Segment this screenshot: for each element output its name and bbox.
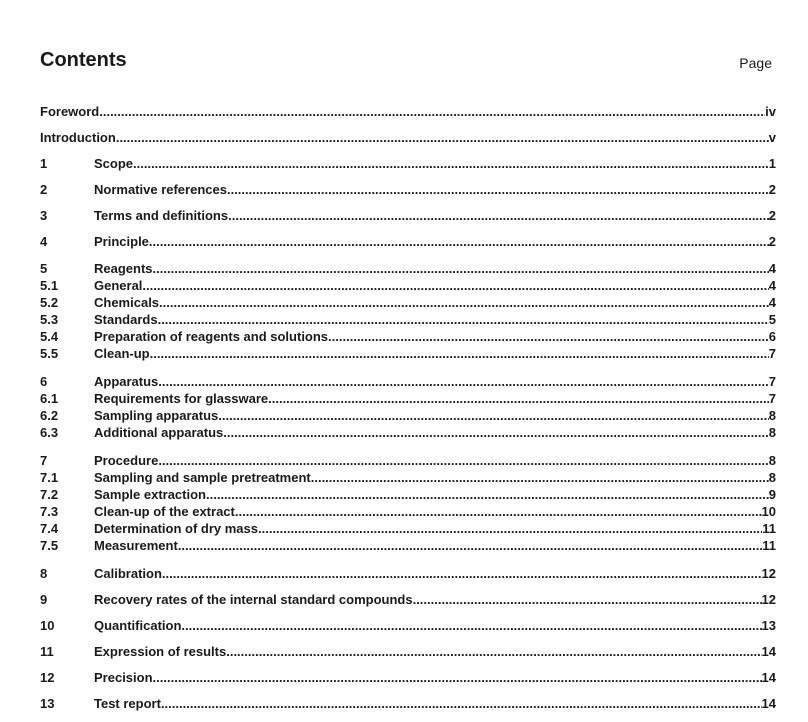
toc-title: Normative references [94,182,227,197]
toc-page: 13 [761,618,776,633]
toc-entry[interactable] [40,373,776,390]
toc-leader [235,503,762,520]
toc-number: 7.2 [40,487,59,502]
toc-page: 8 [768,470,776,485]
toc-entry[interactable] [40,452,776,469]
toc-number: 9 [40,592,48,607]
toc-page: v [768,130,776,145]
toc-page: 10 [761,504,776,519]
toc-page: 7 [768,374,776,389]
toc-title: Reagents [94,261,153,276]
toc-title: Precision [94,670,153,685]
toc-page: 6 [768,329,776,344]
toc-page: 12 [761,592,776,607]
toc-number: 1 [40,156,48,171]
toc-title: Standards [94,312,158,327]
toc-entry[interactable] [40,345,776,362]
toc-page: 8 [768,453,776,468]
toc-number: 3 [40,208,48,223]
toc-entry[interactable] [40,669,776,686]
toc-title: Expression of results [94,644,227,659]
toc-page: 7 [768,391,776,406]
toc-number: 12 [40,670,55,685]
toc-leader [159,294,769,311]
toc-entry[interactable] [40,328,776,345]
toc-entry[interactable] [40,520,776,537]
toc-leader [116,129,769,146]
toc-leader [218,407,769,424]
toc-page: 8 [768,425,776,440]
toc-title: Measurement [94,538,178,553]
toc-entry[interactable] [40,503,776,520]
toc-number: 11 [40,644,54,659]
page-title: Contents [40,49,127,71]
toc-entry[interactable] [40,277,776,294]
toc-entry[interactable] [40,537,776,554]
toc-page: 11 [762,521,776,536]
toc-title: Foreword [40,104,100,119]
toc-leader [258,520,762,537]
toc-number: 6.2 [40,408,59,423]
toc-page: 2 [768,234,776,249]
toc-number: 2 [40,182,48,197]
toc-page: 4 [768,295,776,310]
toc-page: 2 [768,182,776,197]
toc-title: Clean-up of the extract [94,504,235,519]
toc-number: 7.4 [40,521,59,536]
toc-title: Sampling apparatus [94,408,219,423]
toc-entry[interactable] [40,407,776,424]
toc-number: 7.3 [40,504,59,519]
toc-entry[interactable] [40,424,776,441]
toc-leader [158,373,768,390]
toc-entry[interactable] [40,294,776,311]
toc-number: 5.3 [40,312,59,327]
toc-number: 10 [40,618,55,633]
toc-number: 7 [40,453,48,468]
toc-title: Apparatus [94,374,159,389]
toc-title: Recovery rates of the internal standard compounds [94,592,413,607]
toc-title: Additional apparatus [94,425,224,440]
toc-number: 4 [40,234,48,249]
toc-title: Quantification [94,618,182,633]
toc-page: 2 [768,208,776,223]
toc-page: iv [765,104,776,119]
toc-number: 8 [40,566,48,581]
toc-page: 9 [768,487,776,502]
toc-leader [149,233,769,250]
toc-leader [413,591,762,608]
toc-leader [227,181,769,198]
toc-title: Procedure [94,453,159,468]
toc-leader [223,424,768,441]
toc-entry-foreword[interactable] [40,103,776,120]
toc-title: General [94,278,143,293]
toc-entry[interactable] [40,695,776,712]
toc-leader [158,452,768,469]
toc-leader [228,207,769,224]
toc-entry[interactable] [40,181,776,198]
page-column-label: Page [739,55,772,71]
toc-leader [181,617,761,634]
toc-page: 14 [761,644,776,659]
toc-page: 11 [762,538,776,553]
toc-entry[interactable] [40,233,776,250]
toc-title: Sample extraction [94,487,206,502]
toc-title: Principle [94,234,149,249]
toc-number: 6 [40,374,48,389]
toc-leader [99,103,765,120]
toc-entry[interactable] [40,617,776,634]
toc-leader [178,537,762,554]
toc-page: 14 [761,670,776,685]
toc-page: 12 [761,566,776,581]
toc-leader [150,345,769,362]
toc-entry[interactable] [40,155,776,172]
toc-number: 5.4 [40,329,59,344]
toc-number: 5.1 [40,278,59,293]
toc-leader [226,643,761,660]
toc-title: Determination of dry mass [94,521,258,536]
toc-leader [206,486,769,503]
toc-number: 7.1 [40,470,59,485]
toc-page: 1 [768,156,776,171]
toc-entry-introduction[interactable] [40,129,776,146]
toc-number: 7.5 [40,538,59,553]
toc-leader [133,155,769,172]
toc-title: Sampling and sample pretreatment [94,470,311,485]
toc-page: 5 [768,312,776,327]
toc-leader [162,565,762,582]
toc-page: 4 [768,261,776,276]
toc-leader [268,390,769,407]
toc-entry[interactable] [40,565,776,582]
toc-title: Test report [94,696,161,711]
toc-entry[interactable] [40,207,776,224]
toc-page: 4 [768,278,776,293]
toc-title: Terms and definitions [94,208,229,223]
toc-number: 5 [40,261,48,276]
toc-number: 6.3 [40,425,59,440]
toc-leader [161,695,762,712]
toc-leader [142,277,768,294]
toc-title: Calibration [94,566,162,581]
toc-leader [311,469,769,486]
toc-page: 8 [768,408,776,423]
toc-number: 6.1 [40,391,59,406]
toc-page: 7 [768,346,776,361]
toc-title: Introduction [40,130,116,145]
toc-leader [328,328,769,345]
toc-number: 13 [40,696,55,711]
toc-title: Preparation of reagents and solutions [94,329,329,344]
toc-page: 14 [761,696,776,711]
toc-entry[interactable] [40,469,776,486]
toc-leader [158,311,769,328]
toc-title: Scope [94,156,134,171]
toc-leader [153,669,762,686]
toc-entry[interactable] [40,591,776,608]
toc-title: Clean-up [94,346,150,361]
toc-entry[interactable] [40,260,776,277]
toc-number: 5.5 [40,346,59,361]
toc-leader [153,260,769,277]
toc-entry[interactable] [40,643,776,660]
toc-entry[interactable] [40,486,776,503]
toc-title: Requirements for glassware [94,391,269,406]
toc-entry[interactable] [40,311,776,328]
toc-number: 5.2 [40,295,59,310]
toc-title: Chemicals [94,295,160,310]
toc-entry[interactable] [40,390,776,407]
